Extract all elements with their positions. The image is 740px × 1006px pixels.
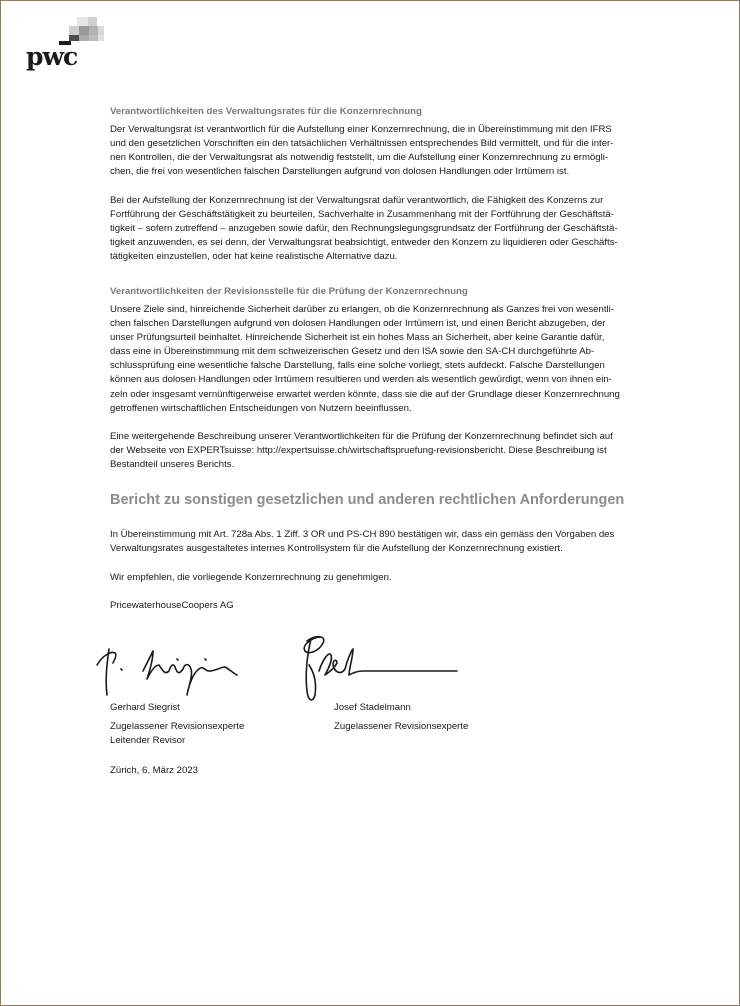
signature-gerhard-siegrist [93, 641, 243, 701]
logo-wordmark: pwc [26, 42, 78, 71]
paragraph-board-responsibilities-1: Der Verwaltungsrat ist verantwortlich für die Aufstellung einer Konzernrechnung, die in Übereinstimmung mit den IFRS und den gesetzlichen Vorschriften ein den tatsächlichen Verhältnissen entsprechendes Bild vermittelt, und für die inter- nen Kontrollen, die der Verwaltungsrat als notwendig feststellt, um die Aufstellung einer Konzernrechnung zu ermögli- chen, die frei von wesentlichen falschen Darstellungen aufgrund von dolosen Handlungen oder Irrtümern ist. [110, 124, 614, 178]
heading-board-responsibilities: Verantwortlichkeiten des Verwaltungsrates für die Konzernrechnung [110, 106, 422, 117]
pwc-logo [25, 17, 105, 73]
signature-josef-stadelmann [297, 631, 467, 707]
signatory-1-title: Zugelassener Revisionsexperte [110, 721, 245, 733]
firm-name: PricewaterhouseCoopers AG [110, 600, 234, 611]
paragraph-auditor-responsibilities-1: Unsere Ziele sind, hinreichende Sicherheit darüber zu erlangen, ob die Konzernrechnung als Ganzes frei von wesentli- chen falschen Darstellungen aufgrund von dolosen Handlungen oder Irrtümern ist, und einen Bericht abzugeben, der unser Prüfungsurteil beinhaltet. Hinreichende Sicherheit ist ein hohes Mass an Sicherheit, aber keine Garantie dafür, dass eine in Übereinstimmung mit dem schweizerischen Gesetz und den ISA sowie den SA-CH durchgeführte Ab- schlussprüfung eine wesentliche falsche Darstellung, falls eine solche vorliegt, stets aufdeckt. Falsche Darstellungen können aus dolosen Handlungen oder Irrtümern resultieren und werden als wesentlich gewürdigt, wenn von ihnen ein- zeln oder insgesamt vernünftigerweise erwartet werden könnte, dass sie die auf der Grundlage dieser Konzernrechnung getroffenen wirtschaftlichen Entscheidungen von Nutzern beeinflussen. [110, 304, 620, 414]
paragraph-auditor-responsibilities-2: Eine weitergehende Beschreibung unserer Verantwortlichkeiten für die Prüfung der Konzernrechnung befindet sich auf der Webseite von EXPERTsuisse: http://expertsuisse.ch/wirtschaftspruefung-revisionsbericht. Diese Beschreibung ist Bestandteil unseres Berichts. [110, 431, 613, 471]
signatory-1-name: Gerhard Siegrist [110, 702, 180, 713]
paragraph-internal-control: In Übereinstimmung mit Art. 728a Abs. 1 Ziff. 3 OR und PS-CH 890 bestätigen wir, dass ein gemäss den Vorgaben des Verwaltungsrates ausgestaltetes internes Kontrollsystem für die Aufstellung der Konzernrechnung existiert. [110, 529, 615, 555]
place-and-date: Zürich, 6. März 2023 [110, 765, 198, 776]
signatory-1-role: Leitender Revisor [110, 735, 186, 747]
signatory-2-title: Zugelassener Revisionsexperte [334, 721, 469, 733]
heading-other-legal-requirements: Bericht zu sonstigen gesetzlichen und anderen rechtlichen Anforderungen [110, 492, 625, 508]
paragraph-recommendation: Wir empfehlen, die vorliegende Konzernrechnung zu genehmigen. [110, 572, 392, 583]
heading-auditor-responsibilities: Verantwortlichkeiten der Revisionsstelle für die Prüfung der Konzernrechnung [110, 286, 468, 297]
paragraph-board-responsibilities-2: Bei der Aufstellung der Konzernrechnung ist der Verwaltungsrat dafür verantwortlich, die Fähigkeit des Konzerns zur Fortführung der Geschäftstätigkeit zu beurteilen, Sachverhalte in Zusammenhang mit der Fortführung der Geschäftstä- tigkeit – sofern zutreffend – anzugeben sowie dafür, den Rechnungslegungsgrundsatz der Fortführung der Geschäftstä- tigkeit anzuwenden, es sei denn, der Verwaltungsrat beabsichtigt, entweder den Konzern zu liquidieren oder Geschäfts- tätigkeiten einzustellen, oder hat keine realistische Alternative dazu. [110, 195, 618, 263]
signatory-1 [110, 701, 244, 748]
signatory-2 [334, 701, 468, 734]
signatory-2-name: Josef Stadelmann [334, 702, 411, 713]
